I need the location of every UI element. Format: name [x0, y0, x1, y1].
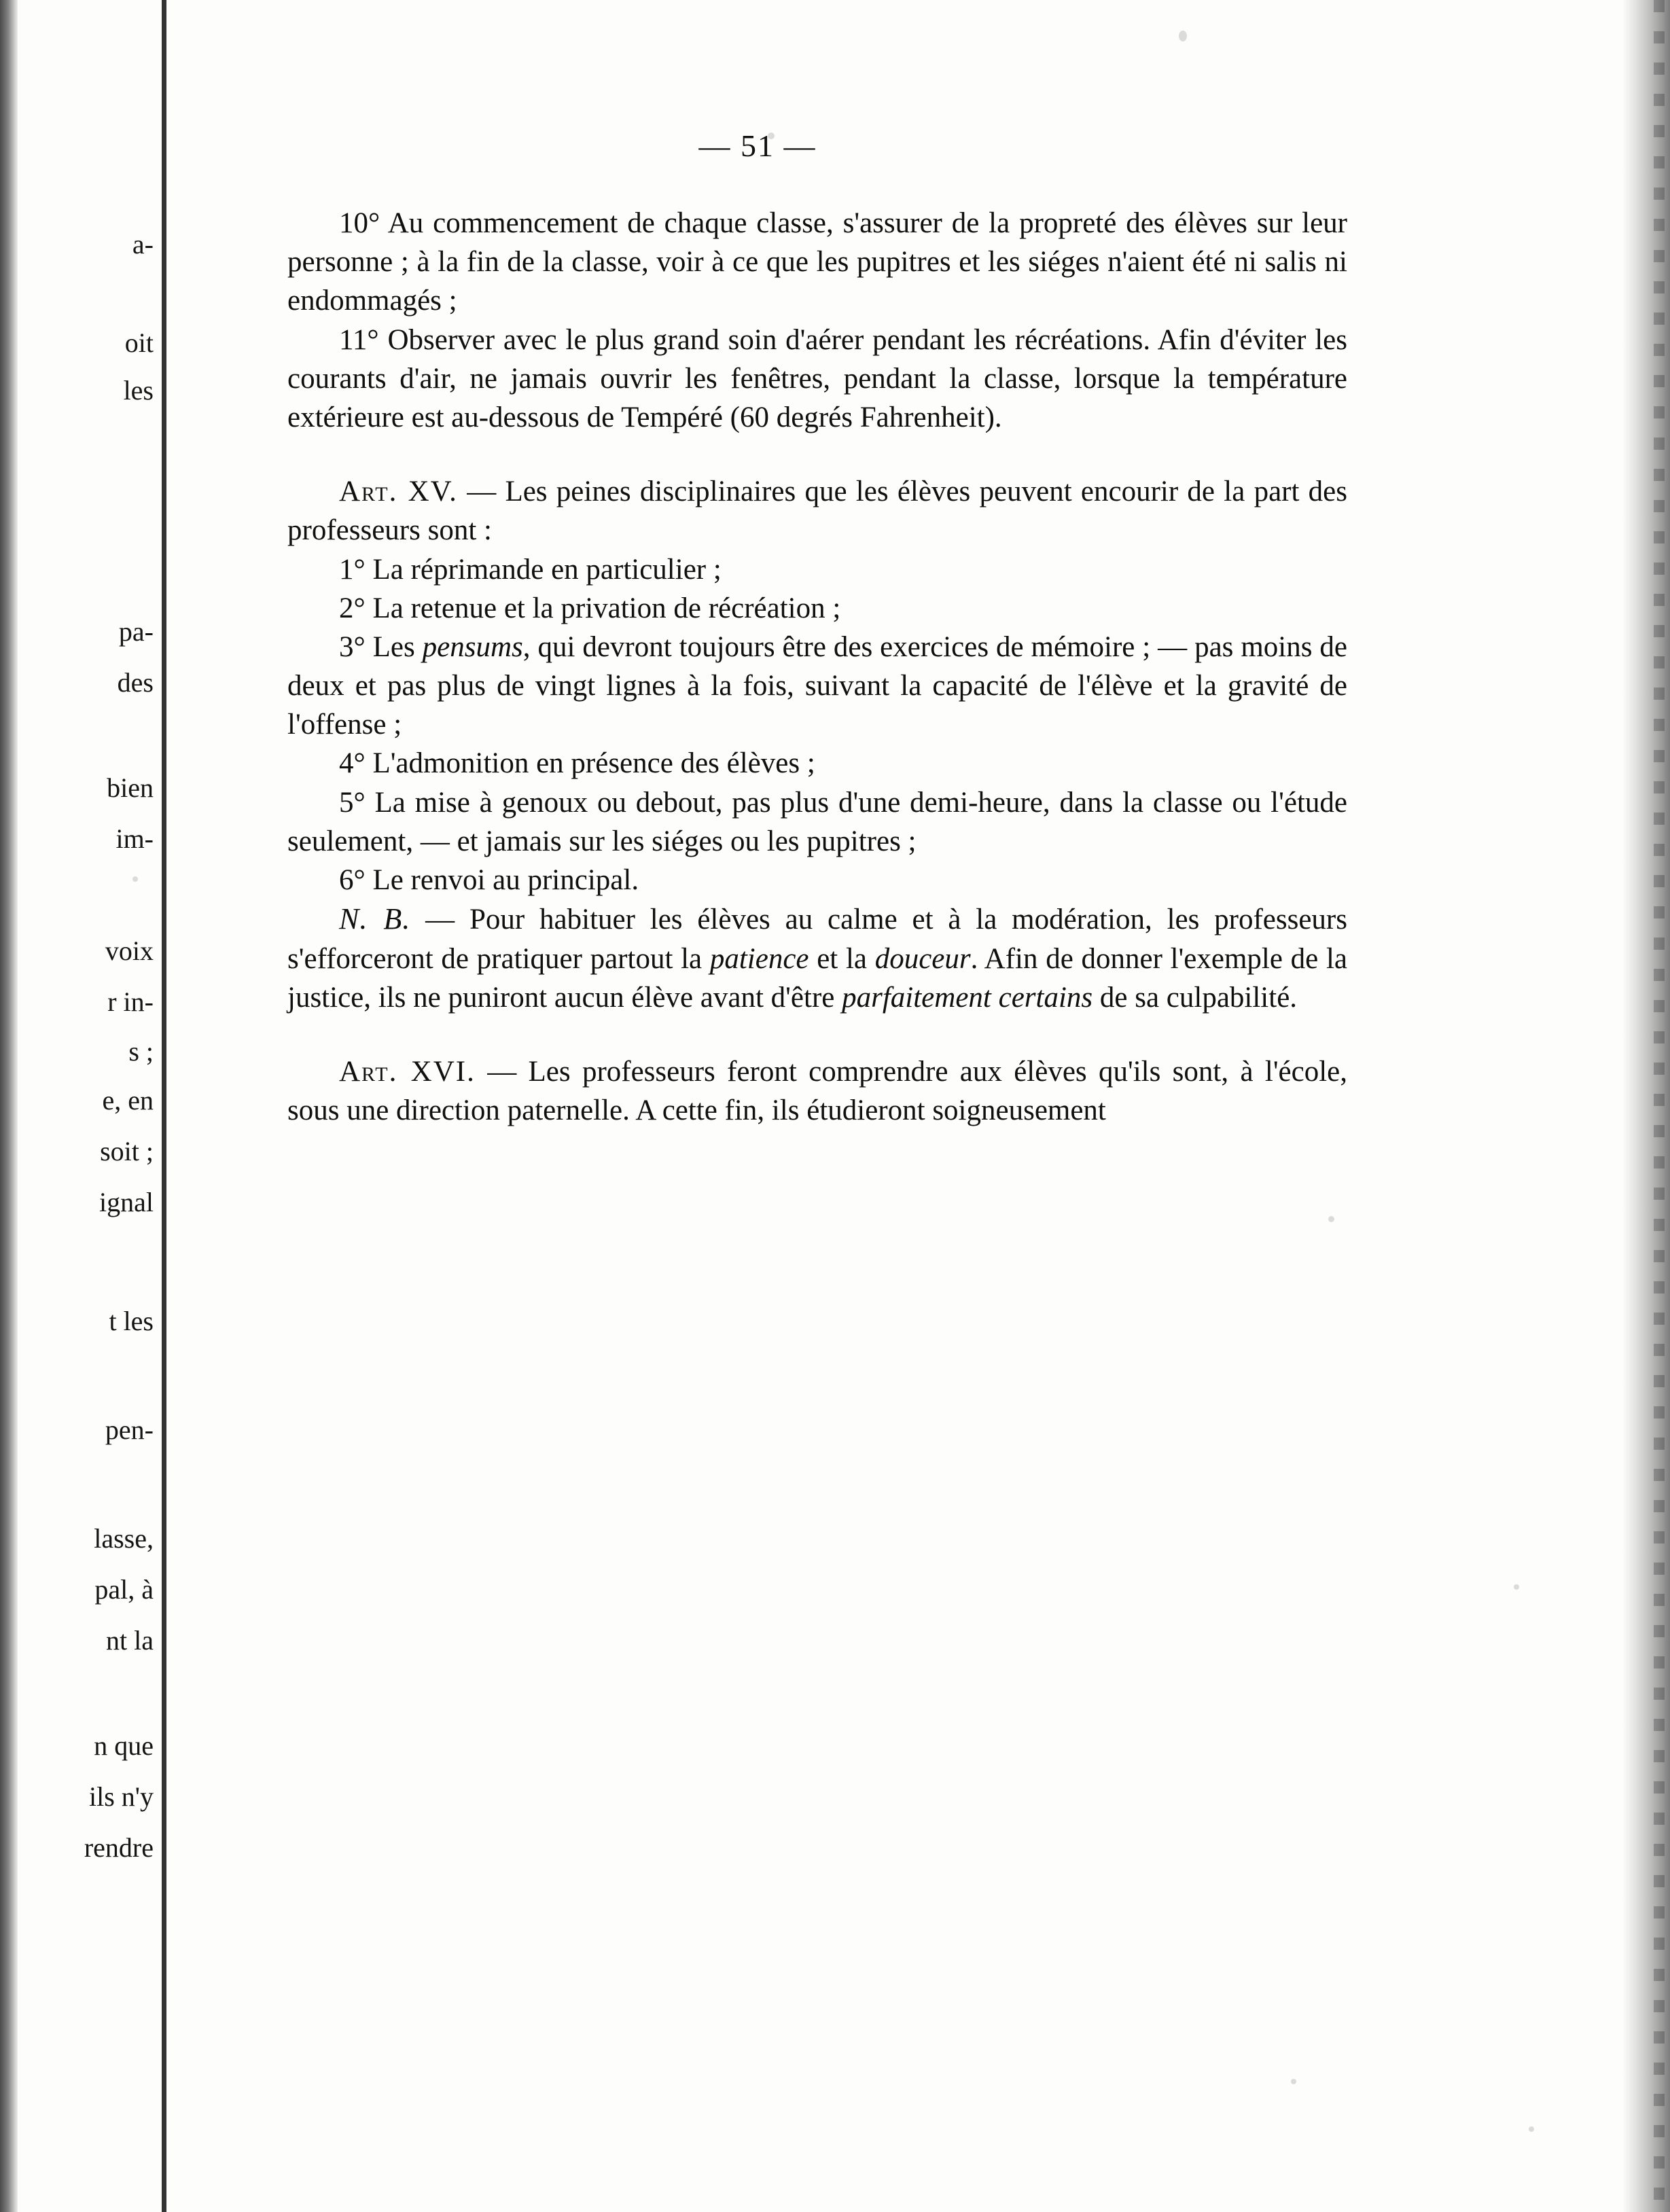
- facing-line: pen-: [105, 1414, 154, 1445]
- article-15-item-6: 6° Le renvoi au principal.: [339, 864, 639, 896]
- scan-speck: [1514, 1584, 1519, 1590]
- article-16-paragraph: [287, 1052, 1347, 1130]
- nota-bene-label: N. B.: [339, 902, 411, 936]
- facing-line: lasse,: [94, 1523, 154, 1554]
- scan-speck: [1529, 2126, 1534, 2132]
- article-15-item-3-emphasis: pensums: [422, 630, 523, 663]
- nota-bene-emphasis-patience: patience: [709, 942, 809, 975]
- article-15-intro-text: — Les peines disciplinaires que les élèves peuvent encourir de la part des professeurs sont :: [287, 476, 1348, 547]
- article-15-item-3-prefix: 3° Les: [339, 630, 423, 663]
- nota-bene-text-1: — Pour habituer les élèves au calme et à la modération, les professeurs s'efforceront de pratiquer partout la: [287, 904, 1347, 975]
- article-15-label: Art. XV.: [339, 476, 458, 508]
- facing-line: nt la: [106, 1625, 154, 1656]
- scan-speck: [1328, 1216, 1334, 1222]
- article-15-item-3-rest: , qui devront toujours être des exercices de mémoire ; — pas moins de deux et pas plus de vingt lignes à la fois, suivant la capacité de l'élève et la gravité de l'offense ;: [287, 630, 1347, 741]
- article-15-item-2: 2° La retenue et la privation de récréation ;: [339, 592, 841, 624]
- facing-line: bien: [107, 772, 154, 803]
- facing-line: pa-: [118, 616, 154, 647]
- nota-bene-emphasis-douceur: douceur: [874, 942, 971, 975]
- facing-line: soit ;: [100, 1136, 154, 1166]
- facing-line: oit: [124, 327, 154, 358]
- facing-line: a-: [132, 229, 154, 260]
- facing-line: r in-: [107, 986, 154, 1017]
- scan-speck: [768, 132, 775, 139]
- facing-line: les: [123, 375, 154, 406]
- paragraph-item-11: 11° Observer avec le plus grand soin d'aérer pendant les récréations. Afin d'éviter les courants d'air, ne jamais ouvrir les fenêtres, pendant la classe, lorsque la température extérieure est au-dessous de Tempéré (60 degrés Fahrenheit).: [287, 323, 1347, 433]
- nota-bene-emphasis-certains: parfaitement certains: [842, 981, 1093, 1014]
- facing-line: pal, à: [94, 1574, 154, 1605]
- facing-line: rendre: [84, 1832, 154, 1863]
- nota-bene-text-4: de sa culpabilité.: [1092, 981, 1298, 1014]
- facing-line: e, en: [102, 1085, 154, 1116]
- facing-line: t les: [109, 1306, 154, 1336]
- facing-line: voix: [105, 935, 154, 966]
- right-edge-speckle: [1654, 0, 1665, 2212]
- paragraph-item-10: 10° Au commencement de chaque classe, s'assurer de la propreté des élèves sur leur personne ; à la fin de la classe, voir à ce que les pupitres et les siéges n'aient été ni salis ni endommagés ;: [287, 207, 1347, 317]
- scan-speck: [132, 876, 138, 882]
- article-15-item-3: [287, 628, 1347, 745]
- article-15-paragraph: [287, 472, 1347, 550]
- article-16-text: — Les professeurs feront comprendre aux élèves qu'ils sont, à l'école, sous une direction paternelle. A cette fin, ils étudieront soigneusement: [287, 1056, 1348, 1127]
- nota-bene-paragraph: [287, 899, 1347, 1017]
- page-edge-rule: [162, 0, 166, 2212]
- facing-line: ils n'y: [89, 1781, 154, 1812]
- article-16-label: Art. XVI.: [339, 1056, 476, 1088]
- nota-bene-text-3: . Afin de donner l'exemple de la justice, ils ne puniront aucun élève avant d'être: [287, 942, 1347, 1014]
- scan-speck: [1179, 31, 1187, 41]
- article-15-item-4: 4° L'admonition en présence des élèves ;: [339, 747, 815, 780]
- facing-line: s ;: [128, 1036, 154, 1067]
- article-15-item-5: 5° La mise à genoux ou debout, pas plus d'une demi-heure, dans la classe ou l'étude seulement, — et jamais sur les siéges ou les pupitres ;: [287, 786, 1347, 857]
- facing-line: ignal: [99, 1187, 154, 1217]
- scan-speck: [1291, 2079, 1296, 2084]
- nota-bene-text-2: et la: [809, 942, 875, 975]
- article-15-item-1: 1° La réprimande en particulier ;: [339, 553, 722, 586]
- body-text-block: [287, 204, 1347, 1130]
- facing-line: im-: [116, 823, 154, 854]
- page-number: — 51 —: [698, 128, 817, 163]
- page-content-column: [166, 0, 1620, 2212]
- facing-line: n que: [94, 1730, 154, 1761]
- facing-page-text-fragments: [0, 0, 160, 2212]
- facing-line: des: [117, 667, 154, 698]
